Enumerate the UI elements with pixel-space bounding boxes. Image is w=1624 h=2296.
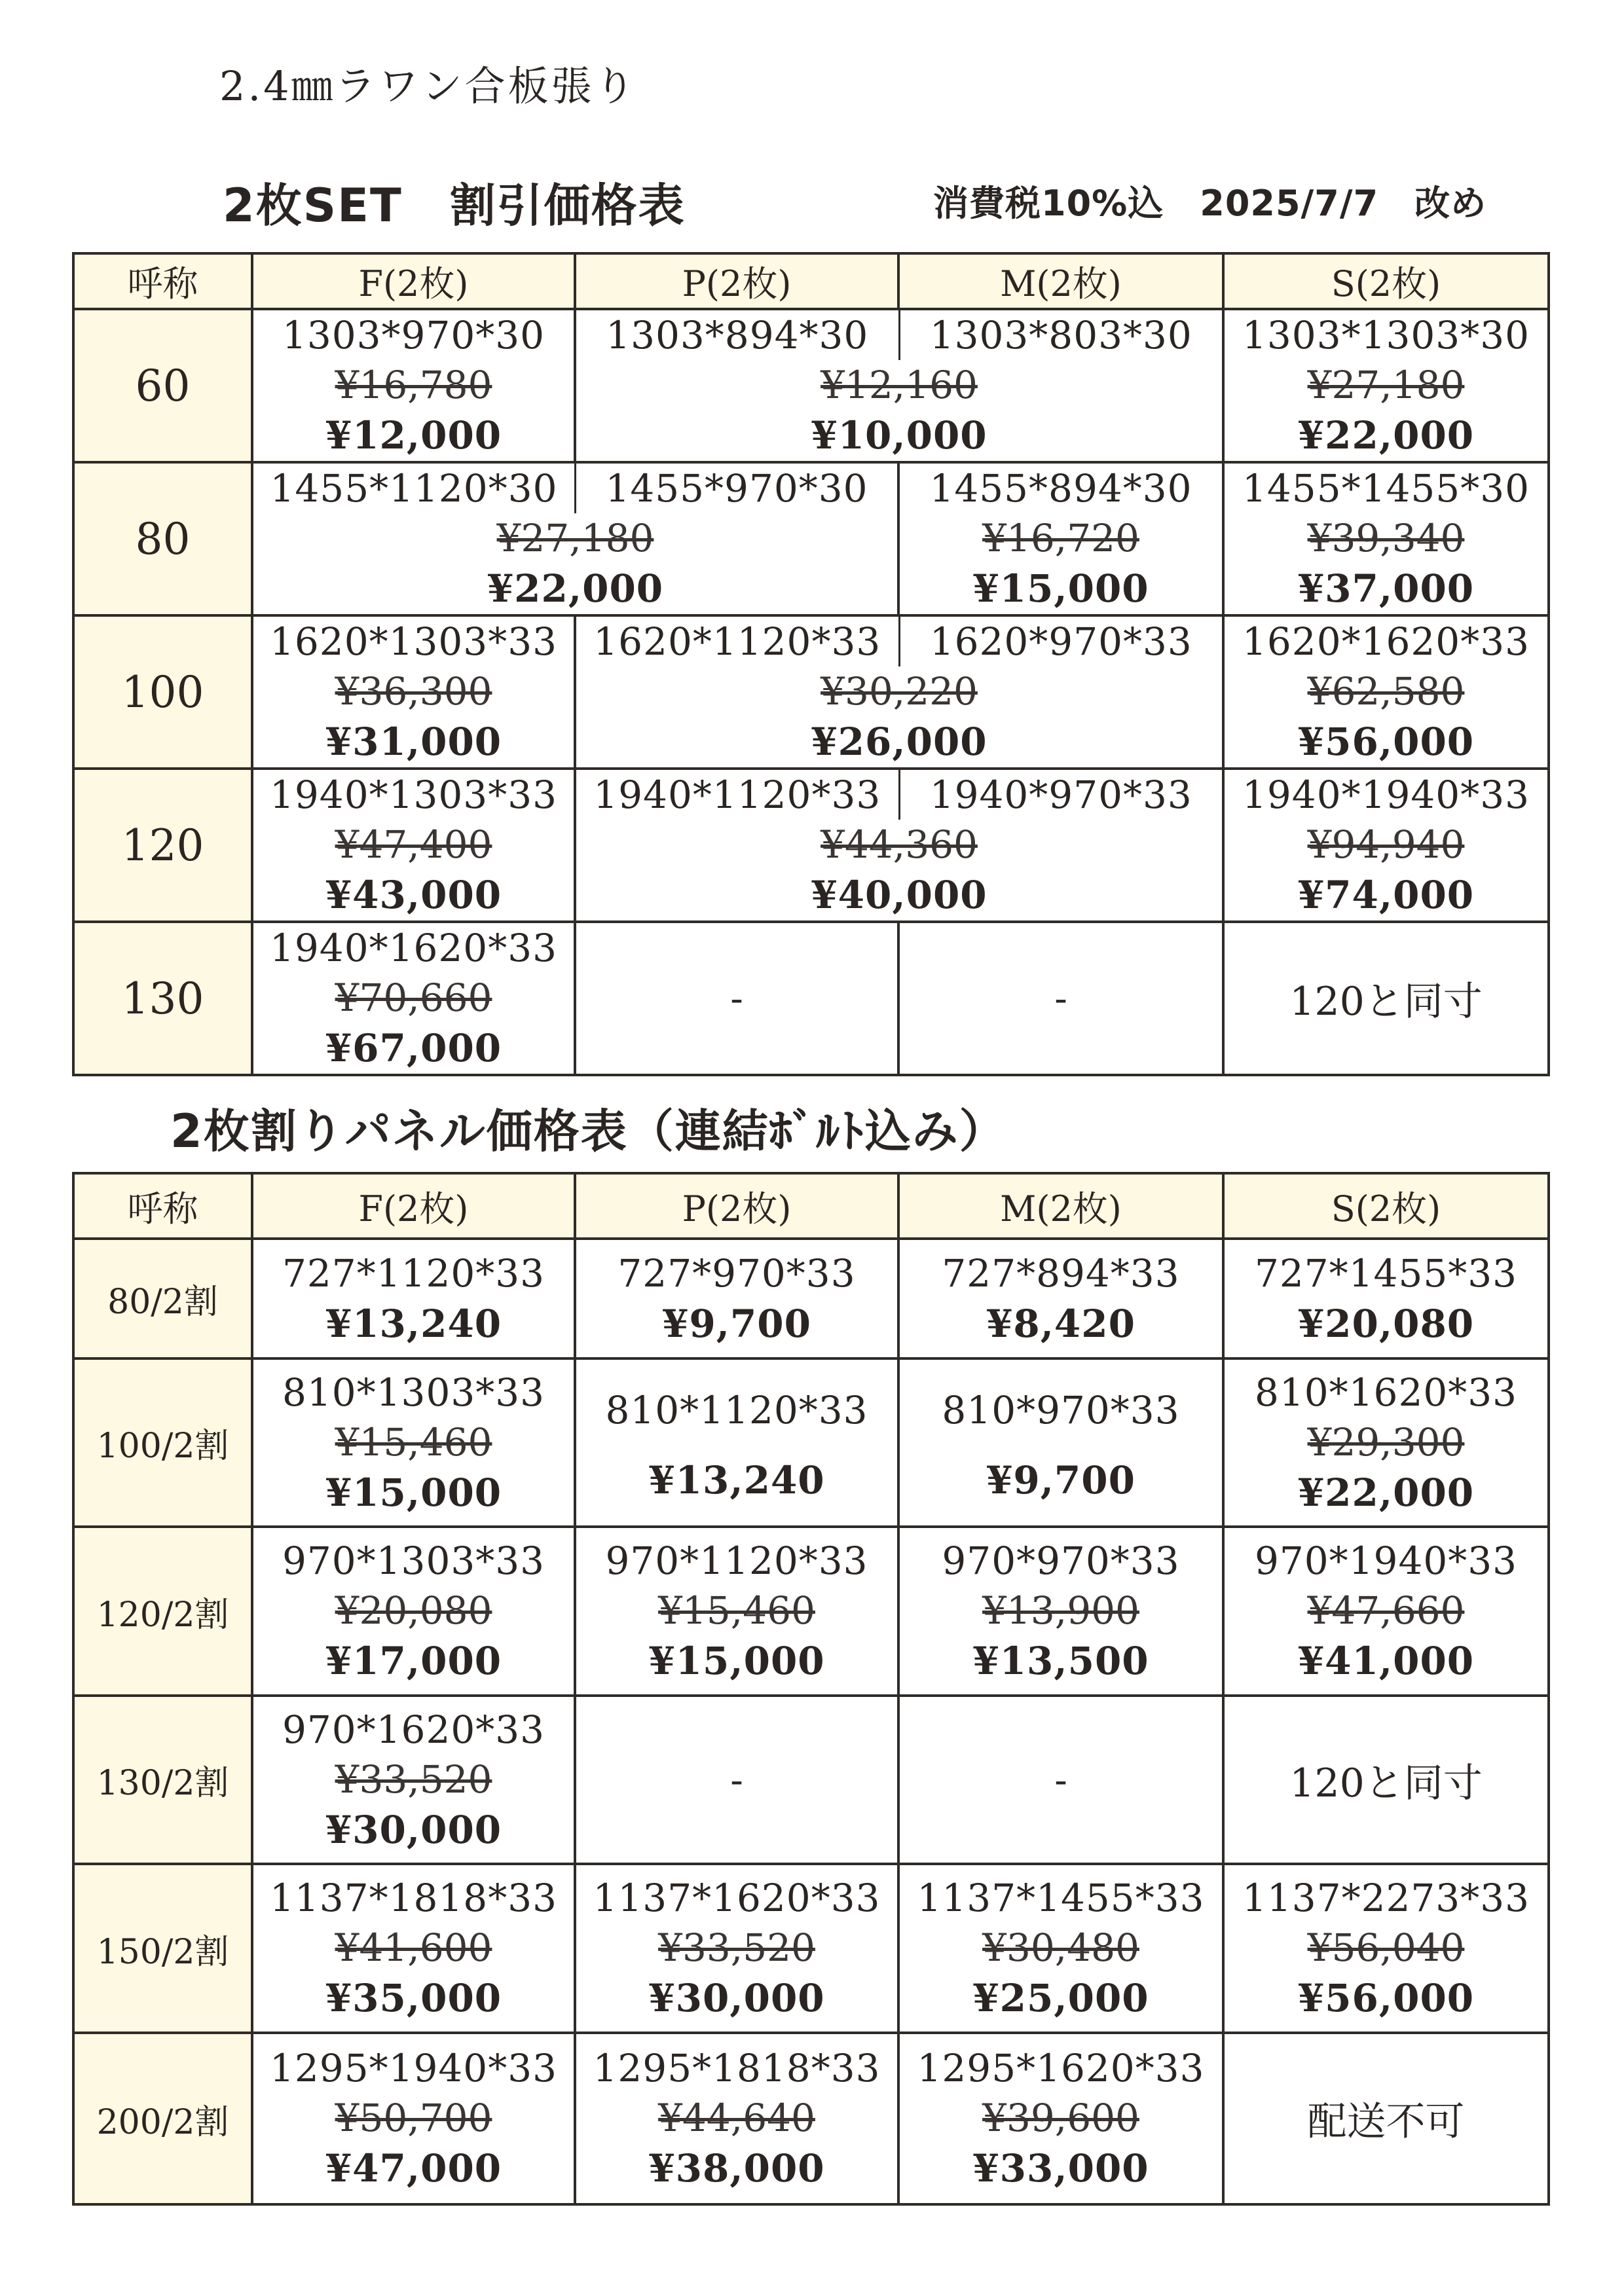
original-price: ¥62,580 <box>1307 669 1465 714</box>
dimension: 970*1120*33 <box>605 1539 868 1583</box>
price-cell-s <box>1223 1864 1549 2033</box>
dimension: 1137*1620*33 <box>593 1876 881 1920</box>
col-header-p: P(2枚) <box>575 253 898 309</box>
dimension-m: 1940*970*33 <box>929 773 1192 817</box>
price-cell-f <box>252 1239 575 1358</box>
price-cell-m-empty: - <box>898 1696 1223 1864</box>
price-cell-f <box>252 1358 575 1527</box>
dimension-m: 1303*803*30 <box>929 313 1192 357</box>
tax-date-note: 消費税10%込 2025/7/7 改め <box>933 183 1487 224</box>
sale-price: ¥33,000 <box>972 2146 1149 2191</box>
sale-price: ¥35,000 <box>325 1976 502 2020</box>
sale-price: ¥25,000 <box>972 1976 1149 2020</box>
price-cell-s-note: 120と同寸 <box>1223 1696 1549 1864</box>
set-table-heading: 2枚SET 割引価格表 <box>223 179 686 232</box>
price-cell-p-empty: - <box>575 1696 898 1864</box>
price-cell-m <box>898 1864 1223 2033</box>
dimension-p: 1303*894*30 <box>576 310 900 360</box>
table-row <box>73 1239 1549 1358</box>
price-cell-p-empty: - <box>575 922 898 1075</box>
price-cell-p <box>575 1864 898 2033</box>
dimension: 1455*1455*30 <box>1242 466 1530 511</box>
dimension: 1455*894*30 <box>929 466 1192 511</box>
sale-price: ¥40,000 <box>811 873 987 917</box>
original-price: ¥27,180 <box>1307 363 1465 407</box>
col-header-name: 呼称 <box>73 1173 252 1239</box>
original-price: ¥39,340 <box>1307 516 1465 560</box>
original-price: ¥27,180 <box>496 516 654 560</box>
price-cell-m <box>898 1239 1223 1358</box>
row-label: 150/2割 <box>73 1864 252 2033</box>
price-cell-s <box>1223 462 1549 615</box>
price-cell-s-note: 配送不可 <box>1223 2033 1549 2204</box>
sale-price: ¥10,000 <box>811 413 987 458</box>
price-cell-p <box>575 1239 898 1358</box>
original-price: ¥33,520 <box>658 1925 815 1970</box>
price-cell-m <box>898 462 1223 615</box>
original-price: ¥47,400 <box>335 822 492 867</box>
table-row <box>73 1696 1549 1864</box>
document-title: 2.4㎜ラワン合板張り <box>219 62 638 110</box>
row-label: 100 <box>73 615 252 769</box>
dimension: 1940*1620*33 <box>269 926 557 970</box>
table-row <box>73 309 1549 462</box>
original-price: ¥15,460 <box>658 1588 815 1633</box>
sale-price: ¥20,080 <box>1297 1301 1475 1346</box>
original-price: ¥16,720 <box>982 516 1139 560</box>
original-price: ¥30,220 <box>821 669 978 714</box>
dimension: 970*970*33 <box>942 1539 1180 1583</box>
row-label: 130 <box>73 922 252 1075</box>
price-cell-s <box>1223 615 1549 769</box>
dimension: 1137*1818*33 <box>269 1876 557 1920</box>
sale-price: ¥13,240 <box>648 1457 825 1503</box>
sale-price: ¥31,000 <box>325 720 502 764</box>
dimension: 970*1303*33 <box>282 1539 545 1583</box>
price-cell-m-empty: - <box>898 922 1223 1075</box>
original-price: ¥94,940 <box>1307 822 1465 867</box>
original-price: ¥56,040 <box>1307 1925 1465 1970</box>
price-cell-s <box>1223 1239 1549 1358</box>
dimension: 1940*1940*33 <box>1242 773 1530 817</box>
sale-price: ¥9,700 <box>662 1301 811 1346</box>
col-header-p: P(2枚) <box>575 1173 898 1239</box>
table-row <box>73 769 1549 922</box>
row-label: 130/2割 <box>73 1696 252 1864</box>
dimension-p: 1940*1120*33 <box>576 770 900 820</box>
sale-price: ¥15,000 <box>325 1470 502 1515</box>
dimension: 727*1120*33 <box>282 1250 545 1296</box>
original-price: ¥50,700 <box>335 2096 492 2140</box>
dimension: 970*1620*33 <box>282 1707 545 1752</box>
dimension: 810*1303*33 <box>282 1370 545 1415</box>
panel-price-table <box>72 1172 1550 2206</box>
sale-price: ¥15,000 <box>972 566 1149 611</box>
price-cell-s <box>1223 309 1549 462</box>
price-cell-s-note: 120と同寸 <box>1223 922 1549 1075</box>
dimension: 810*970*33 <box>942 1387 1180 1432</box>
table-row <box>73 462 1549 615</box>
row-label: 60 <box>73 309 252 462</box>
sale-price: ¥22,000 <box>487 566 664 611</box>
price-cell-f <box>252 922 575 1075</box>
table-row <box>73 1527 1549 1696</box>
original-price: ¥20,080 <box>335 1588 492 1633</box>
col-header-m: M(2枚) <box>898 253 1223 309</box>
row-label: 80/2割 <box>73 1239 252 1358</box>
original-price: ¥41,600 <box>335 1925 492 1970</box>
sale-price: ¥8,420 <box>986 1301 1135 1346</box>
sale-price: ¥22,000 <box>1297 1470 1475 1515</box>
sale-price: ¥30,000 <box>648 1976 825 2020</box>
sale-price: ¥12,000 <box>325 413 502 458</box>
row-label: 100/2割 <box>73 1358 252 1527</box>
price-cell-p <box>575 1358 898 1527</box>
sale-price: ¥17,000 <box>325 1639 502 1683</box>
sale-price: ¥56,000 <box>1297 1976 1475 2020</box>
sale-price: ¥43,000 <box>325 873 502 917</box>
sale-price: ¥41,000 <box>1297 1639 1475 1683</box>
price-cell-f <box>252 2033 575 2204</box>
panel-table-heading: 2枚割りパネル価格表（連結ﾎﾞﾙﾄ込み） <box>170 1104 1006 1158</box>
dimension: 810*1120*33 <box>605 1387 868 1432</box>
original-price: ¥12,160 <box>821 363 978 407</box>
price-cell-f <box>252 1864 575 2033</box>
original-price: ¥29,300 <box>1307 1419 1465 1465</box>
price-cell-f <box>252 309 575 462</box>
col-header-s: S(2枚) <box>1223 253 1549 309</box>
dimension: 1295*1818*33 <box>593 2046 881 2090</box>
sale-price: ¥38,000 <box>648 2146 825 2191</box>
price-cell-m <box>898 1527 1223 1696</box>
col-header-f: F(2枚) <box>252 1173 575 1239</box>
col-header-m: M(2枚) <box>898 1173 1223 1239</box>
original-price: ¥33,520 <box>335 1757 492 1802</box>
price-cell-s <box>1223 769 1549 922</box>
table-header-row <box>73 1173 1549 1239</box>
table-row <box>73 1864 1549 2033</box>
row-label: 200/2割 <box>73 2033 252 2204</box>
col-header-s: S(2枚) <box>1223 1173 1549 1239</box>
sale-price: ¥13,500 <box>972 1639 1149 1683</box>
sale-price: ¥26,000 <box>811 720 987 764</box>
sale-price: ¥30,000 <box>325 1807 502 1852</box>
dimension: 1295*1620*33 <box>917 2046 1205 2090</box>
original-price: ¥15,460 <box>335 1419 492 1465</box>
price-cell-pm <box>575 769 1223 922</box>
table-row <box>73 1358 1549 1527</box>
sale-price: ¥37,000 <box>1297 566 1475 611</box>
dimension: 1137*2273*33 <box>1242 1876 1530 1920</box>
dimension: 1620*1303*33 <box>269 619 557 664</box>
dimension: 810*1620*33 <box>1254 1370 1518 1415</box>
original-price: ¥70,660 <box>335 975 492 1020</box>
row-label: 120/2割 <box>73 1527 252 1696</box>
price-cell-fp <box>252 462 898 615</box>
dimension: 1137*1455*33 <box>917 1876 1205 1920</box>
dimension-f: 1455*1120*30 <box>253 464 576 513</box>
dimension: 1940*1303*33 <box>269 773 557 817</box>
sale-price: ¥47,000 <box>325 2146 502 2191</box>
dimension-p: 1620*1120*33 <box>576 617 900 666</box>
table-row <box>73 615 1549 769</box>
price-cell-pm <box>575 309 1223 462</box>
dimension: 1295*1940*33 <box>269 2046 557 2090</box>
dimension: 727*970*33 <box>618 1250 856 1296</box>
dimension-p: 1455*970*30 <box>605 466 868 511</box>
price-cell-m <box>898 1358 1223 1527</box>
original-price: ¥44,640 <box>658 2096 815 2140</box>
dimension: 727*1455*33 <box>1254 1250 1518 1296</box>
set-price-table <box>72 252 1550 1076</box>
sale-price: ¥13,240 <box>325 1301 502 1346</box>
original-price: ¥13,900 <box>982 1588 1139 1633</box>
price-cell-p <box>575 2033 898 2204</box>
col-header-name: 呼称 <box>73 253 252 309</box>
sale-price: ¥22,000 <box>1297 413 1475 458</box>
sale-price: ¥15,000 <box>648 1639 825 1683</box>
price-cell-f <box>252 1696 575 1864</box>
row-label: 120 <box>73 769 252 922</box>
price-cell-m <box>898 2033 1223 2204</box>
original-price: ¥30,480 <box>982 1925 1139 1970</box>
price-cell-f <box>252 615 575 769</box>
dimension: 970*1940*33 <box>1254 1539 1518 1583</box>
price-cell-s <box>1223 1358 1549 1527</box>
original-price: ¥39,600 <box>982 2096 1139 2140</box>
original-price: ¥36,300 <box>335 669 492 714</box>
sale-price: ¥67,000 <box>325 1026 502 1070</box>
dimension: 1303*970*30 <box>282 313 545 357</box>
price-cell-s <box>1223 1527 1549 1696</box>
col-header-f: F(2枚) <box>252 253 575 309</box>
original-price: ¥16,780 <box>335 363 492 407</box>
table-header-row <box>73 253 1549 309</box>
sale-price: ¥74,000 <box>1297 873 1475 917</box>
price-cell-f <box>252 769 575 922</box>
dimension: 1620*1620*33 <box>1242 619 1530 664</box>
dimension: 1303*1303*30 <box>1242 313 1530 357</box>
original-price: ¥44,360 <box>821 822 978 867</box>
sale-price: ¥9,700 <box>986 1457 1135 1503</box>
row-label: 80 <box>73 462 252 615</box>
table-row <box>73 2033 1549 2204</box>
dimension: 727*894*33 <box>942 1250 1180 1296</box>
original-price: ¥47,660 <box>1307 1588 1465 1633</box>
price-cell-p <box>575 1527 898 1696</box>
sale-price: ¥56,000 <box>1297 720 1475 764</box>
table-row <box>73 922 1549 1075</box>
price-cell-pm <box>575 615 1223 769</box>
dimension-m: 1620*970*33 <box>929 619 1192 664</box>
price-cell-f <box>252 1527 575 1696</box>
